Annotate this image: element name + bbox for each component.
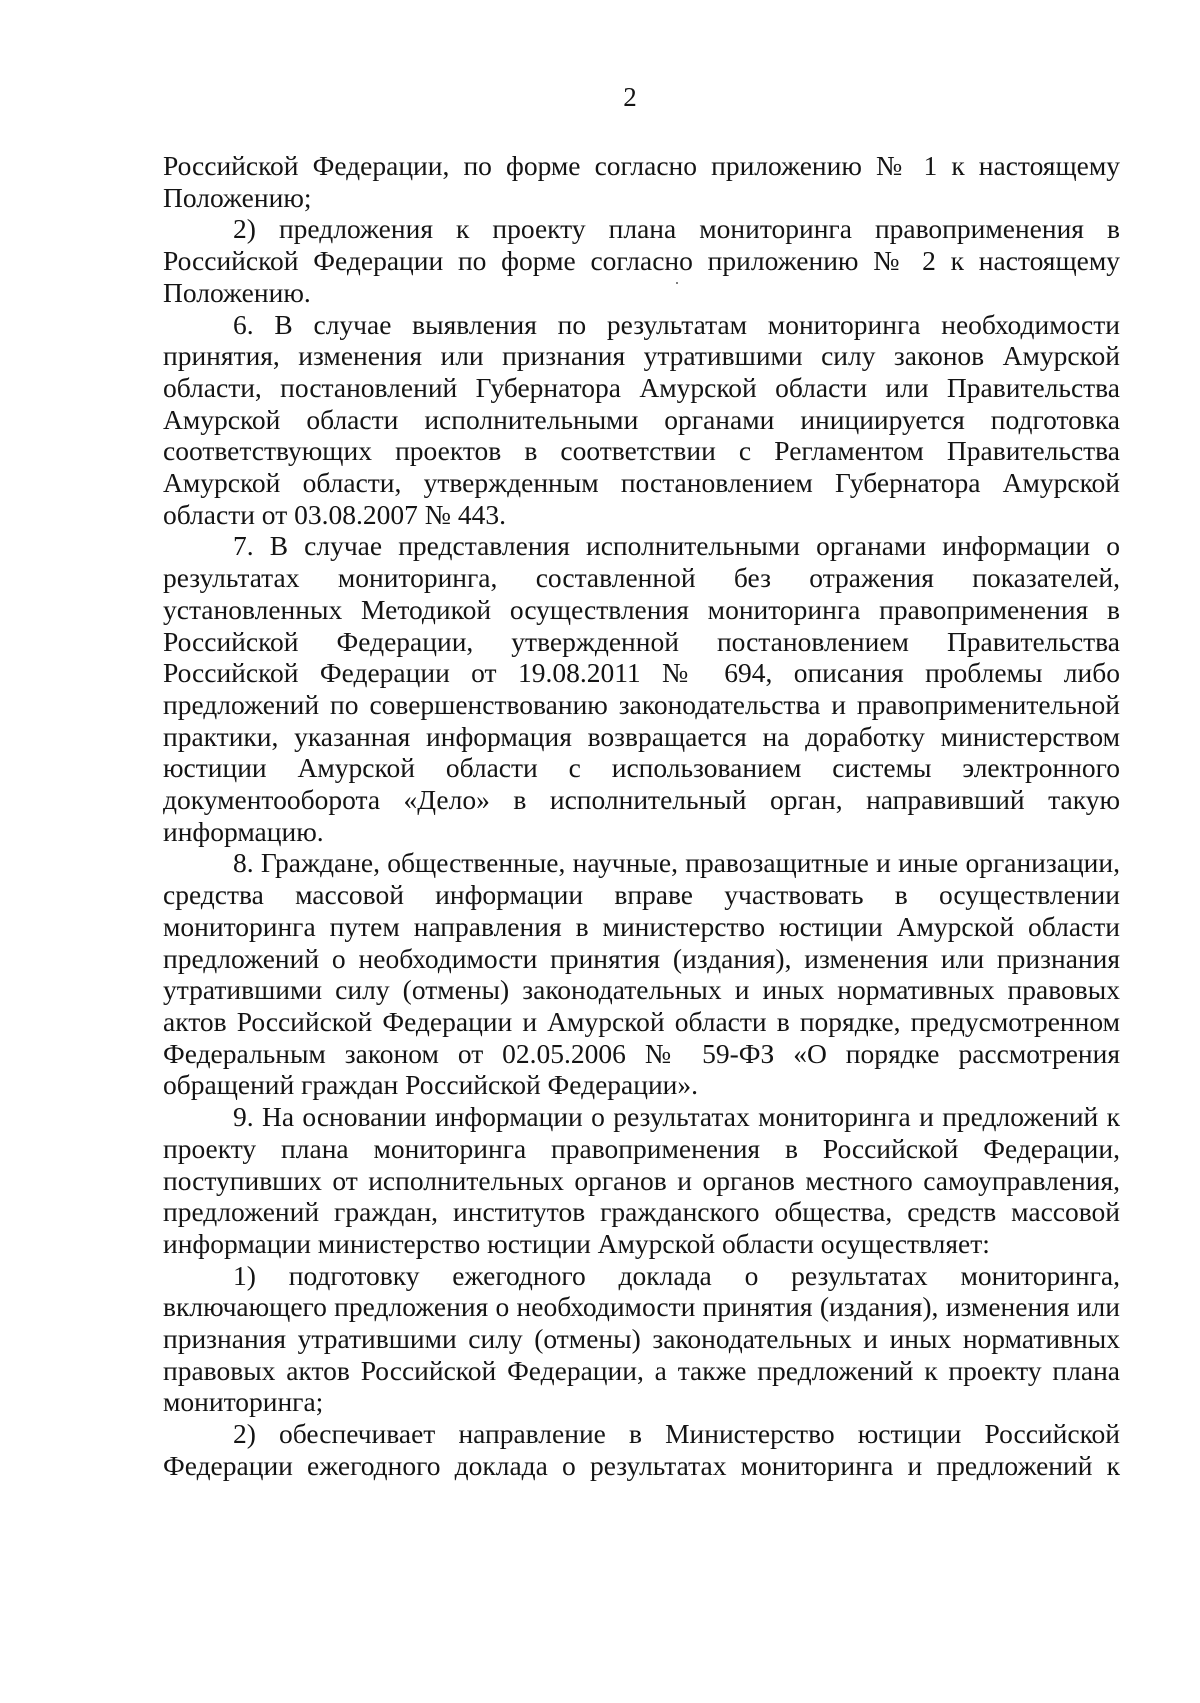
page-number: 2	[623, 82, 637, 112]
paragraph-continuation: Российской Федерации, по форме согласно приложению № 1 к настоящему Положению;	[163, 150, 1120, 213]
paragraph-subitem-2-proposals: 2) предложения к проекту плана мониторинга правоприменения в Российской Федерации по форме согласно приложению № 2 к настоящему Положению.	[163, 213, 1120, 308]
document-body	[163, 150, 1120, 1482]
paragraph-item-8: 8. Граждане, общественные, научные, правозащитные и иные организации, средства массовой информации вправе участвовать в осуществлении мониторинга путем направления в министерство юстиции Амурской области предложений о необходимости принятия (издания), изменения или признания утратившими силу (отмены) законодательных и иных нормативных правовых актов Российской Федерации и Амурской области в порядке, предусмотренном Федеральным законом от 02.05.2006 № 59-ФЗ «О порядке рассмотрения обращений граждан Российской Федерации».	[163, 847, 1120, 1101]
paragraph-subitem-1-report: 1) подготовку ежегодного доклада о результатах мониторинга, включающего предложения о необходимости принятия (издания), изменения или признания утратившими силу (отмены) законодательных и иных нормативных правовых актов Российской Федерации, а также предложений к проекту плана мониторинга;	[163, 1259, 1120, 1418]
paragraph-item-7: 7. В случае представления исполнительными органами информации о результатах мониторинга, составленной без отражения показателей, установленных Методикой осуществления мониторинга правоприменения в Российской Федерации, утвержденной постановлением Правительства Российской Федерации от 19.08.2011 № 694, описания проблемы либо предложений по совершенствованию законодательства и правоприменительной практики, указанная информация возвращается на доработку министерством юстиции Амурской области с использованием системы электронного документооборота «Дело» в исполнительный орган, направивший такую информацию.	[163, 530, 1120, 847]
paragraph-subitem-2-submission: 2) обеспечивает направление в Министерство юстиции Российской Федерации ежегодного доклада о результатах мониторинга и предложений к	[163, 1418, 1120, 1481]
paragraph-item-6: 6. В случае выявления по результатам мониторинга необходимости принятия, изменения или признания утратившими силу законов Амурской области, постановлений Губернатора Амурской области или Правительства Амурской области исполнительными органами инициируется подготовка соответствующих проектов в соответствии с Регламентом Правительства Амурской области, утвержденным постановлением Губернатора Амурской области от 03.08.2007 № 443.	[163, 308, 1120, 530]
paragraph-item-9: 9. На основании информации о результатах мониторинга и предложений к проекту плана мониторинга правоприменения в Российской Федерации, поступивших от исполнительных органов и органов местного самоуправления, предложений граждан, институтов гражданского общества, средств массовой информации министерство юстиции Амурской области осуществляет:	[163, 1101, 1120, 1259]
scan-speck	[676, 282, 678, 284]
